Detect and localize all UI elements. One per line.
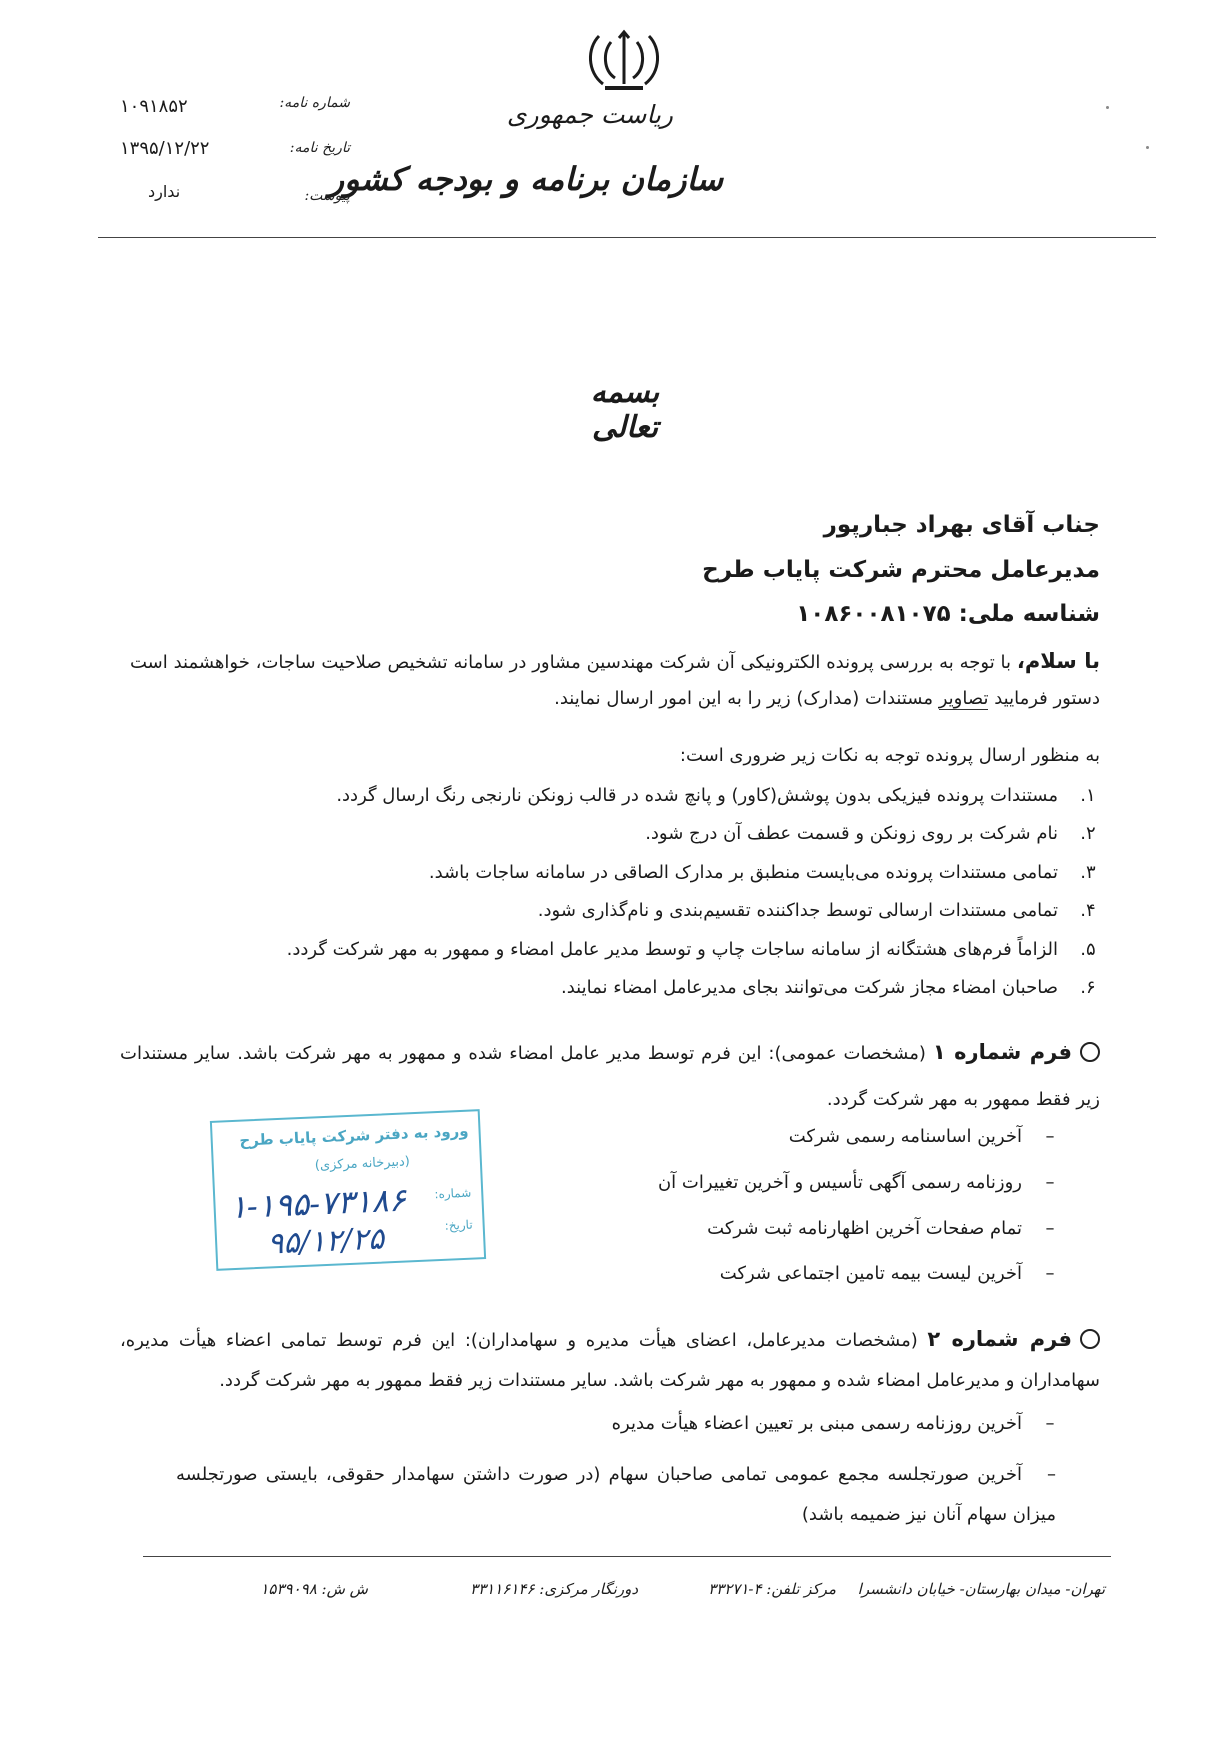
form2-subtitle: (مشخصات مدیرعامل، اعضای هیأت مدیره و سهامداران): (464, 1330, 918, 1351)
scan-dot (1106, 106, 1109, 109)
organization-name: سازمان برنامه و بودجه کشور (328, 160, 723, 198)
form2-heading (120, 1319, 1100, 1401)
item-number: ۶. (1080, 977, 1096, 998)
form1-doc-item (789, 1126, 1056, 1147)
list-item (645, 823, 1100, 844)
underlined-word: تصاویر (938, 688, 989, 709)
reception-stamp (210, 1109, 486, 1271)
form1-doc-item (707, 1218, 1056, 1239)
dash-bullet-icon: – (1045, 1413, 1055, 1434)
doc-text: تمام صفحات آخرین اظهارنامه ثبت شرکت (707, 1218, 1022, 1239)
national-id: شناسه ملی: ۱۰۸۶۰۰۸۱۰۷۵ (796, 601, 1100, 627)
addressee-name: جناب آقای بهراد جبارپور (823, 512, 1100, 538)
dash-bullet-icon: – (1045, 1126, 1055, 1147)
circle-bullet-icon (1080, 1329, 1100, 1349)
item-number: ۵. (1080, 939, 1096, 960)
stamp-number-value: ۱-۱۹۵-۷۳۱۸۶ (228, 1180, 407, 1227)
doc-text: آخرین لیست بیمه تامین اجتماعی شرکت (719, 1263, 1022, 1284)
greeting-paragraph (130, 643, 1100, 717)
letter-date-value: ۱۳۹۵/۱۲/۲۲ (120, 138, 210, 159)
stamp-date-label: تاریخ: (444, 1217, 473, 1233)
addressee-title: مدیرعامل محترم شرکت پایاب طرح (702, 557, 1100, 583)
item-text: نام شرکت بر روی زونکن و قسمت عطف آن درج شود. (645, 823, 1058, 844)
form1-heading (120, 1029, 1100, 1123)
item-text: تمامی مستندات پرونده می‌بایست منطبق بر مدارک الصاقی در سامانه ساجات باشد. (428, 862, 1058, 883)
footer-phone: مرکز تلفن: ۴-۳۳۲۷۱ (708, 1580, 836, 1598)
attachment-label: پیوست: (304, 188, 350, 204)
list-item (561, 977, 1100, 998)
circle-bullet-icon (1080, 1042, 1100, 1062)
form1-text: این فرم توسط مدیر عامل امضاء شده و ممهور به مهر شرکت باشد. سایر مستندات زیر فقط ممهور به مهر شرکت گردد. (120, 1043, 1100, 1110)
footer-code: ش ش: ۱۵۳۹۰۹۸ (260, 1580, 368, 1598)
item-number: ۲. (1080, 823, 1096, 844)
iran-emblem-icon (585, 28, 663, 94)
form1-doc-item (720, 1263, 1056, 1284)
form2-title: فرم شماره ۲ (927, 1327, 1072, 1351)
item-number: ۳. (1080, 862, 1096, 883)
stamp-date-value: ۹۵/۱۲/۲۵ (266, 1221, 385, 1262)
doc-text: آخرین روزنامه رسمی مبنی بر تعیین اعضاء هیأت مدیره (611, 1413, 1022, 1434)
list-item (429, 862, 1100, 883)
footer-divider (143, 1556, 1111, 1557)
letter-number-value: ۱۰۹۱۸۵۲ (120, 96, 188, 117)
basmala: بسمه تعالی (590, 375, 660, 445)
greeting: با سلام، (1016, 649, 1100, 673)
list-item (538, 900, 1100, 921)
dash-bullet-icon: – (1047, 1464, 1056, 1485)
dash-bullet-icon: – (1045, 1218, 1055, 1239)
dash-bullet-icon: – (1045, 1263, 1055, 1284)
organization-parent: ریاست جمهوری (506, 100, 673, 129)
footer-address: تهران- میدان بهارستان- خیابان دانشسرا (857, 1580, 1105, 1598)
item-text: مستندات پرونده فیزیکی بدون پوشش(کاور) و پانچ شده در قالب زونکن نارنجی رنگ ارسال گردد. (336, 785, 1058, 806)
stamp-title: ورود به دفتر شرکت پایاب طرح (238, 1121, 469, 1150)
doc-text: روزنامه رسمی آگهی تأسیس و آخرین تغییرات آن (657, 1172, 1022, 1193)
form2-text: این فرم توسط تمامی اعضاء هیأت مدیره، سهامداران و مدیرعامل امضاء شده و ممهور به مهر شرکت باشد. سایر مستندات زیر فقط ممهور به مهر شرکت گردد. (120, 1330, 1100, 1391)
stamp-number-label: شماره: (434, 1185, 472, 1202)
notes-intro: به منظور ارسال پرونده توجه به نکات زیر ضروری است: (679, 745, 1100, 766)
footer-fax: دورنگار مرکزی: ۳۳۱۱۶۱۴۶ (470, 1580, 638, 1598)
form2-doc-item (176, 1455, 1056, 1535)
list-item (336, 785, 1100, 806)
stamp-subtitle: (دبیرخانه مرکزی) (314, 1154, 411, 1174)
form1-subtitle: (مشخصات عمومی): (768, 1043, 926, 1064)
item-text: صاحبان امضاء مجاز شرکت می‌توانند بجای مدیرعامل امضاء نمایند. (561, 977, 1058, 998)
item-number: ۴. (1080, 900, 1096, 921)
item-text: تمامی مستندات ارسالی توسط جداکننده تقسیم‌بندی و نام‌گذاری شود. (537, 900, 1058, 921)
paragraph-text: با توجه به بررسی پرونده الکترونیکی آن شرکت مهندسین مشاور در سامانه تشخیص صلاحیت ساجات، خواهشمند است دستور فرمایید (130, 652, 1100, 709)
paragraph-text: مستندات (مدارک) زیر را به این امور ارسال نمایند. (554, 688, 933, 709)
letter-date-label: تاریخ نامه: (289, 140, 350, 156)
form1-title: فرم شماره ۱ (932, 1040, 1072, 1064)
form2-doc-item (612, 1413, 1056, 1434)
list-item (287, 939, 1100, 960)
dash-bullet-icon: – (1045, 1172, 1055, 1193)
attachment-value: ندارد (148, 182, 181, 201)
form1-doc-item (658, 1172, 1056, 1193)
letter-number-label: شماره نامه: (279, 95, 350, 111)
item-text: الزاماً فرم‌های هشتگانه از سامانه ساجات چاپ و توسط مدیر عامل امضاء و ممهور به مهر شرکت گردد. (286, 939, 1058, 960)
scan-dot (1146, 146, 1149, 149)
doc-text: آخرین اساسنامه رسمی شرکت (788, 1126, 1022, 1147)
header-divider (98, 237, 1156, 238)
item-number: ۱. (1080, 785, 1096, 806)
doc-text: آخرین صورتجلسه مجمع عمومی تمامی صاحبان سهام (در صورت داشتن سهامدار حقوقی، بایستی صورتجلسه میزان سهام آنان نیز ضمیمه باشد) (176, 1464, 1056, 1525)
